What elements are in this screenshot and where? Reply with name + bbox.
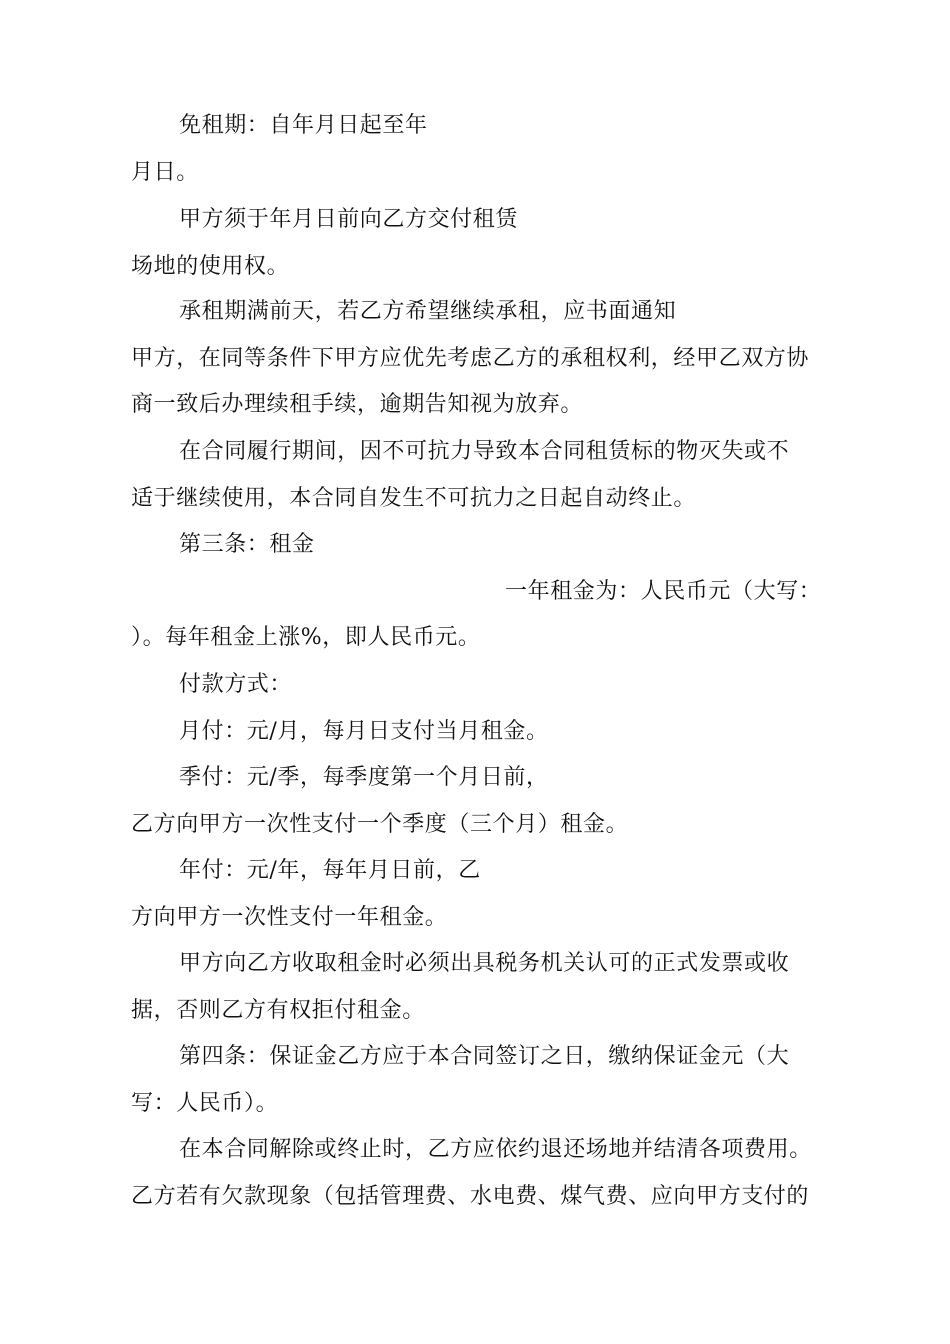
text-line: 季付：元/季，每季度第一个月日前，	[179, 765, 549, 790]
text-line: 甲方须于年月日前向乙方交付租赁	[179, 207, 519, 232]
section-heading: 第三条：租金	[179, 532, 315, 557]
text-line: 乙方若有欠款现象（包括管理费、水电费、煤气费、应向甲方支付的	[131, 1184, 810, 1209]
text-line: 场地的使用权。	[131, 254, 290, 279]
text-line: 写：人民币）。	[131, 1091, 279, 1116]
text-line: 月日。	[131, 160, 199, 185]
text-line: 月付：元/月，每月日支付当月租金。	[179, 719, 549, 744]
text-line: 商一致后办理续租手续，逾期告知视为放弃。	[131, 392, 584, 417]
text-line: 一年租金为：人民币元（大写：	[505, 579, 822, 604]
text-line: 甲方向乙方收取租金时必须出具税务机关认可的正式发票或收	[179, 951, 790, 976]
text-line: 方向甲方一次性支付一年租金。	[131, 905, 448, 930]
text-line: 适于继续使用，本合同自发生不可抗力之日起自动终止。	[131, 486, 697, 511]
text-line: 付款方式：	[179, 672, 293, 697]
text-line: 免租期：自年月日起至年	[179, 113, 428, 138]
text-line: 乙方向甲方一次性支付一个季度（三个月）租金。	[131, 812, 629, 837]
text-line: ）。每年租金上涨%，即人民币元。	[131, 625, 481, 650]
section-heading: 第四条：保证金乙方应于本合同签订之日，缴纳保证金元（大	[179, 1044, 790, 1069]
text-line: 在合同履行期间，因不可抗力导致本合同租赁标的物灭失或不	[179, 439, 790, 464]
text-line: 甲方，在同等条件下甲方应优先考虑乙方的承租权利，经甲乙双方协	[131, 346, 810, 371]
text-line: 承租期满前天，若乙方希望继续承租，应书面通知	[179, 299, 677, 324]
text-line: 据，否则乙方有权拒付租金。	[131, 998, 425, 1023]
text-line: 年付：元/年，每年月日前，乙	[179, 858, 481, 883]
text-line: 在本合同解除或终止时，乙方应依约退还场地并结清各项费用。	[179, 1137, 812, 1162]
